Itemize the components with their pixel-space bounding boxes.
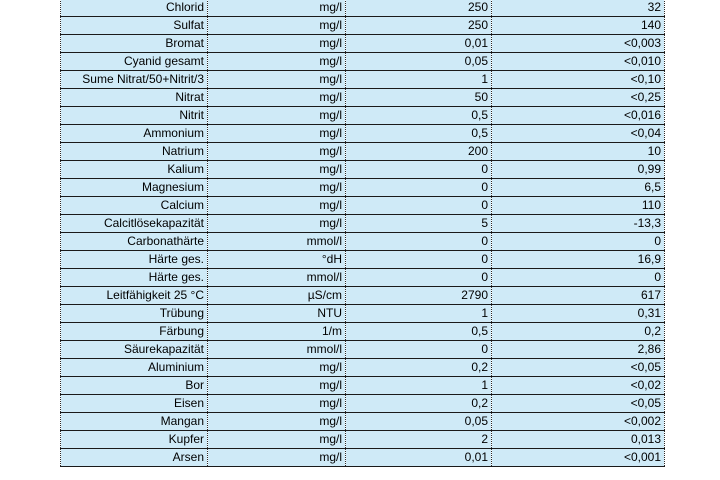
- limit-cell[interactable]: 200: [346, 143, 492, 161]
- limit-cell[interactable]: 0: [346, 197, 492, 215]
- value-cell[interactable]: 16,9: [492, 251, 665, 269]
- value-cell[interactable]: <0,016: [492, 107, 665, 125]
- unit-cell[interactable]: mg/l: [208, 143, 346, 161]
- limit-cell[interactable]: 1: [346, 377, 492, 395]
- limit-cell[interactable]: 250: [346, 0, 492, 17]
- limit-cell[interactable]: 0: [346, 233, 492, 251]
- parameter-cell[interactable]: Bor: [61, 377, 208, 395]
- table-row: [61, 0, 665, 17]
- limit-cell[interactable]: 0,05: [346, 413, 492, 431]
- parameter-cell[interactable]: Trübung: [61, 305, 208, 323]
- value-cell[interactable]: <0,002: [492, 413, 665, 431]
- unit-cell[interactable]: mg/l: [208, 377, 346, 395]
- parameter-cell[interactable]: Magnesium: [61, 179, 208, 197]
- value-cell[interactable]: <0,010: [492, 53, 665, 71]
- table-row: [61, 17, 665, 35]
- table-row: [61, 197, 665, 215]
- unit-cell[interactable]: mmol/l: [208, 269, 346, 287]
- unit-cell[interactable]: µS/cm: [208, 287, 346, 305]
- limit-cell[interactable]: 0,01: [346, 449, 492, 467]
- table-row: [61, 269, 665, 287]
- unit-cell[interactable]: mg/l: [208, 359, 346, 377]
- value-cell[interactable]: 10: [492, 143, 665, 161]
- table-row: [61, 179, 665, 197]
- limit-cell[interactable]: 0,05: [346, 53, 492, 71]
- unit-cell[interactable]: mg/l: [208, 413, 346, 431]
- unit-cell[interactable]: 1/m: [208, 323, 346, 341]
- table-row: [61, 215, 665, 233]
- value-cell[interactable]: -13,3: [492, 215, 665, 233]
- parameter-cell[interactable]: Sume Nitrat/50+Nitrit/3: [61, 71, 208, 89]
- unit-cell[interactable]: mmol/l: [208, 341, 346, 359]
- table-row: [61, 89, 665, 107]
- table-row: [61, 395, 665, 413]
- table-row: [61, 107, 665, 125]
- value-cell[interactable]: <0,001: [492, 449, 665, 467]
- unit-cell[interactable]: mg/l: [208, 449, 346, 467]
- unit-cell[interactable]: mg/l: [208, 125, 346, 143]
- table-body: [61, 0, 665, 467]
- table-row: [61, 53, 665, 71]
- value-cell[interactable]: <0,003: [492, 35, 665, 53]
- limit-cell[interactable]: 0,2: [346, 359, 492, 377]
- value-cell[interactable]: 617: [492, 287, 665, 305]
- unit-cell[interactable]: mg/l: [208, 17, 346, 35]
- table-row: [61, 71, 665, 89]
- table-row: [61, 35, 665, 53]
- limit-cell[interactable]: 1: [346, 71, 492, 89]
- limit-cell[interactable]: 0: [346, 179, 492, 197]
- value-cell[interactable]: 110: [492, 197, 665, 215]
- limit-cell[interactable]: 0,5: [346, 323, 492, 341]
- value-cell[interactable]: <0,10: [492, 71, 665, 89]
- parameter-cell[interactable]: Härte ges.: [61, 251, 208, 269]
- unit-cell[interactable]: °dH: [208, 251, 346, 269]
- parameter-cell[interactable]: Natrium: [61, 143, 208, 161]
- unit-cell[interactable]: mg/l: [208, 107, 346, 125]
- parameter-cell[interactable]: Cyanid gesamt: [61, 53, 208, 71]
- parameter-cell[interactable]: Bromat: [61, 35, 208, 53]
- limit-cell[interactable]: 0,2: [346, 395, 492, 413]
- value-cell[interactable]: 0: [492, 269, 665, 287]
- table-row: [61, 251, 665, 269]
- limit-cell[interactable]: 5: [346, 215, 492, 233]
- table-row: [61, 431, 665, 449]
- value-cell[interactable]: <0,04: [492, 125, 665, 143]
- table-row: [61, 323, 665, 341]
- parameter-cell[interactable]: Nitrat: [61, 89, 208, 107]
- parameter-cell[interactable]: Färbung: [61, 323, 208, 341]
- parameter-cell[interactable]: Kalium: [61, 161, 208, 179]
- limit-cell[interactable]: 0: [346, 341, 492, 359]
- limit-cell[interactable]: 0: [346, 269, 492, 287]
- table-row: [61, 305, 665, 323]
- unit-cell[interactable]: mg/l: [208, 395, 346, 413]
- water-analysis-table: [60, 0, 665, 467]
- parameter-cell[interactable]: Härte ges.: [61, 269, 208, 287]
- table-row: [61, 341, 665, 359]
- parameter-cell[interactable]: Chlorid: [61, 0, 208, 17]
- value-cell[interactable]: <0,25: [492, 89, 665, 107]
- unit-cell[interactable]: mg/l: [208, 53, 346, 71]
- limit-cell[interactable]: 0: [346, 161, 492, 179]
- parameter-cell[interactable]: Aluminium: [61, 359, 208, 377]
- unit-cell[interactable]: mg/l: [208, 71, 346, 89]
- limit-cell[interactable]: 0,5: [346, 107, 492, 125]
- unit-cell[interactable]: mg/l: [208, 215, 346, 233]
- limit-cell[interactable]: 2: [346, 431, 492, 449]
- value-cell[interactable]: 0,2: [492, 323, 665, 341]
- limit-cell[interactable]: 0,01: [346, 35, 492, 53]
- parameter-cell[interactable]: Leitfähigkeit 25 °C: [61, 287, 208, 305]
- unit-cell[interactable]: mg/l: [208, 431, 346, 449]
- table-row: [61, 287, 665, 305]
- limit-cell[interactable]: 2790: [346, 287, 492, 305]
- parameter-cell[interactable]: Ammonium: [61, 125, 208, 143]
- unit-cell[interactable]: mg/l: [208, 197, 346, 215]
- table-row: [61, 359, 665, 377]
- limit-cell[interactable]: 250: [346, 17, 492, 35]
- value-cell[interactable]: 6,5: [492, 179, 665, 197]
- parameter-cell[interactable]: Sulfat: [61, 17, 208, 35]
- value-cell[interactable]: <0,02: [492, 377, 665, 395]
- parameter-cell[interactable]: Nitrit: [61, 107, 208, 125]
- value-cell[interactable]: <0,05: [492, 359, 665, 377]
- parameter-cell[interactable]: Calcium: [61, 197, 208, 215]
- value-cell[interactable]: 140: [492, 17, 665, 35]
- unit-cell[interactable]: mg/l: [208, 35, 346, 53]
- limit-cell[interactable]: 50: [346, 89, 492, 107]
- value-cell[interactable]: 0,013: [492, 431, 665, 449]
- parameter-cell[interactable]: Kupfer: [61, 431, 208, 449]
- parameter-cell[interactable]: Calcitlösekapazität: [61, 215, 208, 233]
- parameter-cell[interactable]: Carbonathärte: [61, 233, 208, 251]
- limit-cell[interactable]: 0,5: [346, 125, 492, 143]
- parameter-cell[interactable]: Eisen: [61, 395, 208, 413]
- unit-cell[interactable]: mg/l: [208, 89, 346, 107]
- limit-cell[interactable]: 0: [346, 251, 492, 269]
- unit-cell[interactable]: NTU: [208, 305, 346, 323]
- unit-cell[interactable]: mmol/l: [208, 233, 346, 251]
- table-row: [61, 377, 665, 395]
- parameter-cell[interactable]: Mangan: [61, 413, 208, 431]
- limit-cell[interactable]: 1: [346, 305, 492, 323]
- table-row: [61, 161, 665, 179]
- value-cell[interactable]: 0: [492, 233, 665, 251]
- value-cell[interactable]: <0,05: [492, 395, 665, 413]
- unit-cell[interactable]: mg/l: [208, 0, 346, 17]
- table-row: [61, 449, 665, 467]
- unit-cell[interactable]: mg/l: [208, 179, 346, 197]
- parameter-cell[interactable]: Arsen: [61, 449, 208, 467]
- parameter-cell[interactable]: Säurekapazität: [61, 341, 208, 359]
- value-cell[interactable]: 0,31: [492, 305, 665, 323]
- table-row: [61, 125, 665, 143]
- table-row: [61, 413, 665, 431]
- unit-cell[interactable]: mg/l: [208, 161, 346, 179]
- value-cell[interactable]: 0,99: [492, 161, 665, 179]
- value-cell[interactable]: 32: [492, 0, 665, 17]
- value-cell[interactable]: 2,86: [492, 341, 665, 359]
- table-row: [61, 233, 665, 251]
- table-row: [61, 143, 665, 161]
